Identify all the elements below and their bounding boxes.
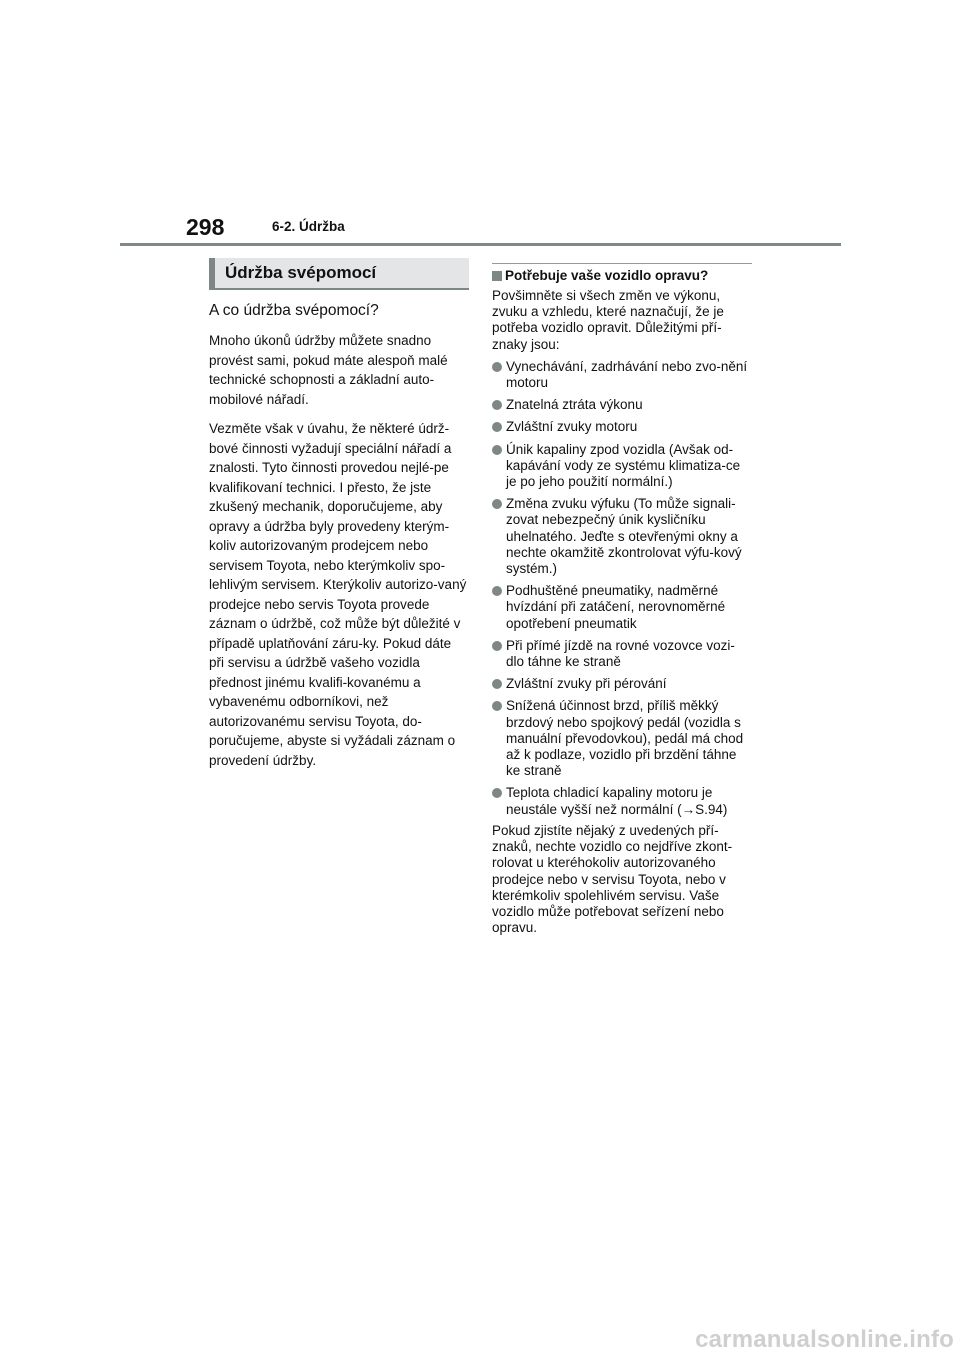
- page-number: 298: [186, 214, 225, 240]
- list-item: [492, 638, 752, 670]
- paragraph: Mnoho úkonů údržby můžete snadno provést sami, pokud máte alespoň malé technické schopnosti a základní auto-mobilové nářadí.: [209, 333, 448, 407]
- bullet-dot-icon: [492, 422, 502, 432]
- bullet-dot-icon: [492, 701, 502, 711]
- list-item-text: Únik kapaliny zpod vozidla (Avšak od-kapávání vody ze systému klimatiza-ce je po jeho použití normální.): [506, 441, 741, 490]
- bullet-dot-icon: [492, 788, 502, 798]
- intro-paragraph: Povšimněte si všech změn ve výkonu, zvuku a vzhledu, které naznačují, že je potřeba vozidlo opravit. Důležitými pří-znaky jsou:: [492, 288, 724, 352]
- intro-question: A co údržba svépomocí?: [209, 302, 379, 319]
- symptom-list: [492, 359, 752, 818]
- bullet-dot-icon: [492, 641, 502, 651]
- list-item-text: Snížená účinnost brzd, příliš měkký brzdový nebo spojkový pedál (vozidla s manuální převodovkou), pedál má chod až k podlaze, vozidlo při brzdění táhne ke straně: [506, 698, 744, 779]
- chapter-section-label: 6-2. Údržba: [272, 219, 345, 234]
- list-item-text: Změna zvuku výfuku (To může signali-zovat nebezpečný únik kysličníku uhelnatého. Jeďte s otevřenými okny a nechte okamžitě zkontrolovat výfu-kový systém.): [506, 496, 742, 577]
- bullet-dot-icon: [492, 586, 502, 596]
- list-item: [492, 698, 752, 779]
- bullet-dot-icon: [492, 679, 502, 689]
- subheading: [492, 263, 752, 285]
- square-bullet-icon: [492, 271, 502, 281]
- list-item-text: Podhuštěné pneumatiky, nadměrné hvízdání při zatáčení, nerovnoměrné opotřebení pneumatik: [506, 583, 726, 631]
- bullet-dot-icon: [492, 445, 502, 455]
- bullet-dot-icon: [492, 362, 502, 372]
- left-column: [209, 258, 469, 770]
- list-item-text: Zvláštní zvuky při pérování: [506, 676, 667, 692]
- list-item-text: Vynechávání, zadrhávání nebo zvo-nění motoru: [506, 358, 748, 391]
- paragraph: Vezměte však v úvahu, že některé údrž-bové činnosti vyžadují speciální nářadí a znalosti. Tyto činnosti provedou nejlé-pe kvalifikovaní technici. I přesto, že jste zkušený mechanik, doporučujeme, aby opravy a údržba byly provedeny kterým-koliv autorizovaným prodejcem nebo servisem Toyota, nebo kterýmkoliv spo-lehlivým servisem. Kterýkoliv autorizo-vaný prodejce nebo servis Toyota provede záznam o údržbě, což může být důležité v případě uplatňování záru-ky. Pokud dáte při servisu a údržbě vašeho vozidla přednost jinému kvalifi-kovanému a vybavenému odborníkovi, než autorizovanému servisu Toyota, do-poručujeme, abyste si vyžádali záznam o provedení údržby.: [209, 421, 467, 768]
- bullet-dot-icon: [492, 499, 502, 509]
- list-item-text: Teplota chladicí kapaliny motoru je neustále vyšší než normální (→S.94): [506, 785, 728, 817]
- list-item: [492, 419, 752, 435]
- list-item: [492, 359, 752, 391]
- section-title-box: [209, 258, 469, 290]
- list-item: [492, 442, 752, 491]
- list-item: [492, 496, 752, 577]
- section-title: Údržba svépomocí: [225, 263, 377, 282]
- list-item-text: Zvláštní zvuky motoru: [506, 419, 638, 435]
- watermark-text: carmanualsonline.info: [695, 1326, 954, 1353]
- header-divider: [120, 243, 841, 246]
- list-item: [492, 583, 752, 632]
- bullet-dot-icon: [492, 400, 502, 410]
- list-item-text: Znatelná ztráta výkonu: [506, 397, 643, 413]
- closing-paragraph: Pokud zjistíte nějaký z uvedených pří-znaků, nechte vozidlo co nejdříve zkont-rolovat u kteréhokoliv autorizovaného prodejce nebo v servisu Toyota, nebo v kterémkoliv spolehlivém servisu. Vaše vozidlo může potřebovat seřízení nebo opravu.: [492, 822, 733, 936]
- list-item-text: Při přímé jízdě na rovné vozovce vozi-dlo táhne ke straně: [506, 637, 735, 670]
- list-item: [492, 397, 752, 413]
- list-item: [492, 785, 752, 817]
- list-item: [492, 676, 752, 692]
- subheading-text: Potřebuje vaše vozidlo opravu?: [505, 268, 709, 283]
- right-column: [492, 263, 752, 936]
